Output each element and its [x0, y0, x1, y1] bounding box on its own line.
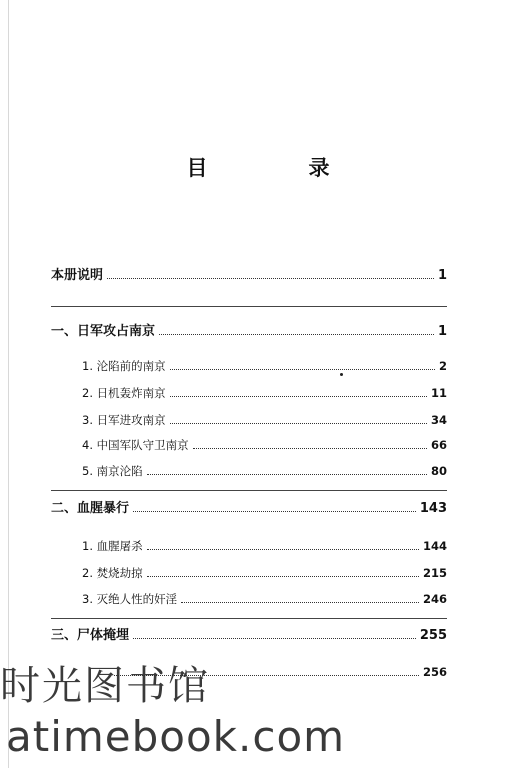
toc-entry[interactable] — [51, 268, 447, 284]
section-divider — [51, 306, 447, 307]
toc-leader — [170, 396, 427, 397]
section-divider — [51, 618, 447, 619]
toc-label: 二、血腥暴行 — [51, 501, 130, 516]
toc-label: 3. 日军进攻南京 — [82, 413, 166, 427]
toc-entry[interactable] — [82, 463, 447, 479]
watermark-url: atimebook.com — [6, 712, 346, 761]
toc-label: 4. 中国军队守卫南京 — [82, 438, 189, 452]
toc-label: 2. 焚烧劫掠 — [82, 566, 143, 580]
toc-page-number: 1 — [437, 268, 447, 283]
toc-entry[interactable] — [82, 358, 447, 374]
toc-label: 1. 血腥屠杀 — [82, 539, 143, 553]
toc-leader — [107, 278, 434, 279]
toc-leader — [193, 448, 427, 449]
toc-label: 一、日军攻占南京 — [51, 324, 156, 339]
toc-page-number: 11 — [430, 386, 447, 400]
toc-page-number: 246 — [422, 592, 447, 606]
scan-speck — [340, 373, 343, 376]
toc-page-number: 215 — [422, 566, 447, 580]
toc-label: 3. 灭绝人性的奸淫 — [82, 592, 178, 606]
toc-label: 三、尸体掩埋 — [51, 628, 130, 643]
toc-entry[interactable] — [82, 538, 447, 554]
page-title: 目 录 — [186, 156, 370, 180]
toc-leader — [133, 511, 416, 512]
toc-entry[interactable] — [82, 565, 447, 581]
toc-label: 5. 南京沦陷 — [82, 464, 143, 478]
toc-entry[interactable] — [51, 324, 447, 340]
toc-label: 2. 日机轰炸南京 — [82, 386, 166, 400]
toc-page-number: 2 — [438, 359, 447, 373]
toc-entry[interactable] — [82, 437, 447, 453]
toc-page-number: 255 — [419, 628, 447, 643]
toc-page-number: 34 — [430, 413, 447, 427]
toc-page-number: 256 — [422, 665, 447, 679]
toc-page-number: 144 — [422, 539, 447, 553]
toc-label: 1. 沦陷前的南京 — [82, 359, 166, 373]
toc-entry[interactable] — [51, 628, 447, 644]
page-edge — [8, 0, 9, 768]
toc-label: 本册说明 — [51, 268, 104, 283]
watermark-title: 时光图书馆 — [0, 663, 210, 709]
toc-leader — [170, 423, 427, 424]
toc-leader — [133, 638, 416, 639]
toc-page-number: 1 — [437, 324, 447, 339]
toc-page-number: 66 — [430, 438, 447, 452]
section-divider — [51, 490, 447, 491]
toc-leader — [147, 576, 419, 577]
toc-leader — [147, 474, 427, 475]
toc-entry[interactable] — [51, 501, 447, 517]
toc-leader — [159, 334, 434, 335]
toc-leader — [181, 602, 419, 603]
toc-leader — [147, 549, 419, 550]
toc-leader — [170, 369, 435, 370]
toc-entry[interactable] — [82, 591, 447, 607]
toc-entry[interactable] — [82, 385, 447, 401]
toc-page-number: 80 — [430, 464, 447, 478]
toc-entry[interactable] — [82, 412, 447, 428]
toc-page-number: 143 — [419, 501, 447, 516]
